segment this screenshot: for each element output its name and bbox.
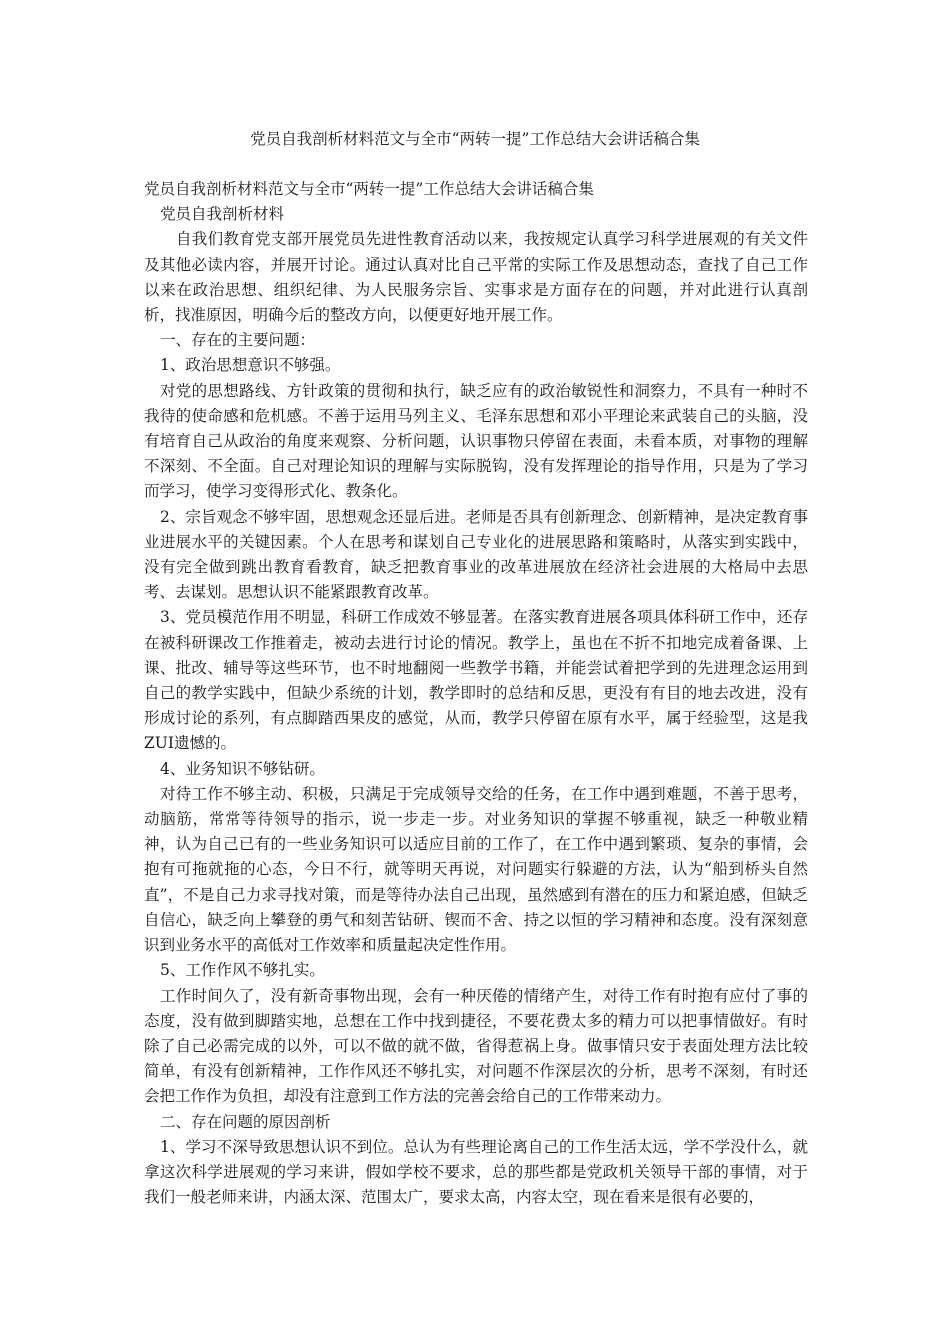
paragraph: 工作时间久了，没有新奇事物出现，会有一种厌倦的情绪产生，对待工作有时抱有应付了事的态度，没有做到脚踏实地，总想在工作中找到捷径，不要花费太多的精力可以把事情做好。有时除了自己必需完成的以外，可以不做的就不做，省得惹祸上身。做事情只安于表面处理方法比较简单，有没有创新精神，工作作风还不够扎实，对问题不作深层次的分析，思考不深刻，有时还会把工作作为负担，却没有注意到工作方法的完善会给自己的工作带来动力。: [144, 986, 808, 1106]
subsection-heading: 1、政治思想意识不够强。: [160, 356, 341, 375]
document-title: 党员自我剖析材料范文与全市“两转一提”工作总结大会讲话稿合集: [250, 130, 700, 148]
section-heading: 党员自我剖析材料: [160, 205, 285, 224]
document-subtitle: 党员自我剖析材料范文与全市“两转一提”工作总结大会讲话稿合集: [144, 180, 594, 198]
subsection-heading: 4、业务知识不够钻研。: [160, 759, 325, 778]
paragraph: 2、宗旨观念不够牢固，思想观念还显后进。老师是否具有创新理念、创新精神，是决定教育事业进展水平的关键因素。个人在思考和谋划自己专业化的进展思路和策略时，从落实到实践中，没有完全做到跳出教育看教育，缺乏把教育事业的改革进展放在经济社会进展的大格局中去思考、去谋划。思想认识不能紧跟教育改革。: [144, 507, 808, 602]
section-heading: 二、存在问题的原因剖析: [160, 1112, 331, 1131]
paragraph: 1、学习不深导致思想认识不到位。总认为有些理论离自己的工作生活太远，学不学没什么，就拿这次科学进展观的学习来讲，假如学校不要求，总的那些都是党政机关领导干部的事情，对于我们一般老师来讲，内涵太深、范围太广，要求太高，内容太空，现在看来是很有必要的，: [144, 1137, 808, 1207]
paragraph: 3、党员模范作用不明显，科研工作成效不够显著。在落实教育进展各项具体科研工作中，还存在被科研课改工作推着走，被动去进行讨论的情况。教学上，虽也在不折不扣地完成着备课、上课、批改、辅导等这些环节，也不时地翻阅一些教学书籍，并能尝试着把学到的先进理念运用到自己的教学实践中，但缺少系统的计划，教学即时的总结和反思，更没有有目的地去改进，没有形成讨论的系列，有点脚踏西果皮的感觉，从而，教学只停留在原有水平，属于经验型，这是我ZUI遗憾的。: [144, 608, 808, 753]
section-heading: 一、存在的主要问题：: [160, 331, 316, 350]
document-body: [144, 177, 808, 1210]
subsection-heading: 5、工作作风不够扎实。: [160, 961, 325, 980]
paragraph: 对待工作不够主动、积极，只满足于完成领导交给的任务，在工作中遇到难题，不善于思考，动脑筋，常常等待领导的指示，说一步走一步。对业务知识的掌握不够重视，缺乏一种敬业精神，认为自己已有的一些业务知识可以适应目前的工作了，在工作中遇到繁琐、复杂的事情，会抱有可拖就拖的心态，今日不行，就等明天再说，对问题实行躲避的方法，认为“船到桥头自然直”，不是自己力求寻找对策，而是等待办法自己出现，虽然感到有潜在的压力和紧迫感，但缺乏自信心，缺乏向上攀登的勇气和刻苦钻研、锲而不舍、持之以恒的学习精神和态度。没有深刻意识到业务水平的高低对工作效率和质量起决定性作用。: [144, 784, 808, 955]
paragraph: 自我们教育党支部开展党员先进性教育活动以来，我按规定认真学习科学进展观的有关文件及其他必读内容，并展开讨论。通过认真对比自己平常的实际工作及思想动态，查找了自己工作以来在政治思想、组织纪律、为人民服务宗旨、实事求是方面存在的问题，并对此进行认真剖析，找准原因，明确今后的整改方向，以便更好地开展工作。: [144, 230, 808, 325]
paragraph: 对党的思想路线、方针政策的贯彻和执行，缺乏应有的政治敏锐性和洞察力，不具有一种时不我待的使命感和危机感。不善于运用马列主义、毛泽东思想和邓小平理论来武装自己的头脑，没有培育自己从政治的角度来观察、分析问题，认识事物只停留在表面，未看本质，对事物的理解不深刻、不全面。自己对理论知识的理解与实际脱钩，没有发挥理论的指导作用，只是为了学习而学习，使学习变得形式化、教条化。: [144, 381, 808, 501]
